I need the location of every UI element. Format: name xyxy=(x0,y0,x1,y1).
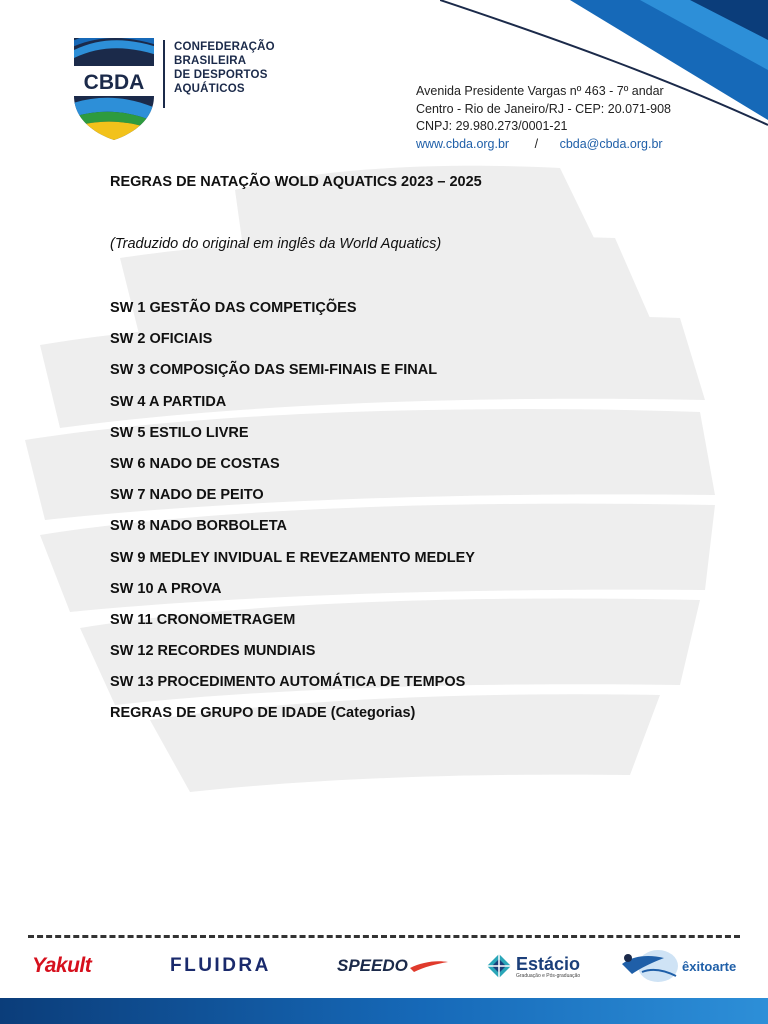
toc-item: SW 13 PROCEDIMENTO AUTOMÁTICA DE TEMPOS xyxy=(110,674,466,691)
document-subtitle: (Traduzido do original em inglês da World Aquatics) xyxy=(110,236,442,252)
logo-divider xyxy=(163,40,165,108)
footer-dashed-divider xyxy=(28,935,740,938)
toc-item: SW 5 ESTILO LIVRE xyxy=(110,424,249,441)
fluidra-logo: FLUIDRA xyxy=(170,955,271,976)
speedo-logo xyxy=(337,946,448,986)
footer-bottom-bar xyxy=(0,998,768,1024)
logo-abbrev: CBDA xyxy=(83,71,145,94)
sponsor-logos xyxy=(0,946,768,986)
contact-links xyxy=(416,136,671,154)
toc-item: REGRAS DE GRUPO DE IDADE (Categorias) xyxy=(110,705,416,722)
address-line: Avenida Presidente Vargas nº 463 - 7º andar xyxy=(416,84,664,98)
organization-name xyxy=(174,40,275,96)
cbda-shield-logo xyxy=(70,34,158,142)
toc-item: SW 3 COMPOSIÇÃO DAS SEMI-FINAIS E FINAL xyxy=(110,362,438,379)
toc-item: SW 2 OFICIAIS xyxy=(110,331,213,348)
website-link[interactable]: www.cbda.org.br xyxy=(416,136,510,151)
estacio-diamond-icon xyxy=(486,953,512,979)
exitoarte-logo xyxy=(618,946,736,986)
yakult-logo: Yakult xyxy=(32,954,92,977)
toc-item: SW 10 A PROVA xyxy=(110,580,222,597)
address-block xyxy=(416,83,671,153)
estacio-logo xyxy=(486,946,580,986)
org-name-line: CONFEDERAÇÃO xyxy=(174,41,275,53)
toc-item: SW 7 NADO DE PEITO xyxy=(110,487,264,504)
toc-item: SW 6 NADO DE COSTAS xyxy=(110,455,280,472)
estacio-wordmark: Estácio xyxy=(516,953,581,974)
toc-item: SW 8 NADO BORBOLETA xyxy=(110,518,287,535)
org-name-line: DE DESPORTOS xyxy=(174,69,268,81)
speedo-boomerang-icon xyxy=(410,960,448,972)
address-line: CNPJ: 29.980.273/0001-21 xyxy=(416,119,568,133)
swimmer-emblem-icon xyxy=(618,948,680,984)
toc-item: SW 4 A PARTIDA xyxy=(110,393,227,410)
toc-item: SW 1 GESTÃO DAS COMPETIÇÕES xyxy=(110,300,357,316)
toc-item: SW 12 RECORDES MUNDIAIS xyxy=(110,643,316,660)
contact-separator: / xyxy=(534,136,539,151)
org-name-line: AQUÁTICOS xyxy=(174,83,245,95)
email-link[interactable]: cbda@cbda.org.br xyxy=(559,136,663,151)
exitoarte-wordmark: êxitoarte xyxy=(682,958,737,974)
org-name-line: BRASILEIRA xyxy=(174,55,247,67)
speedo-wordmark: SPEEDO xyxy=(337,956,408,975)
document-title: REGRAS DE NATAÇÃO WOLD AQUATICS 2023 – 2025 xyxy=(110,174,482,190)
table-of-contents xyxy=(110,298,475,735)
toc-item: SW 11 CRONOMETRAGEM xyxy=(110,611,296,628)
address-line: Centro - Rio de Janeiro/RJ - CEP: 20.071-908 xyxy=(416,101,671,116)
toc-item: SW 9 MEDLEY INVIDUAL E REVEZAMENTO MEDLEY xyxy=(110,549,475,566)
estacio-tagline: Graduação e Pós-graduação xyxy=(516,972,581,979)
